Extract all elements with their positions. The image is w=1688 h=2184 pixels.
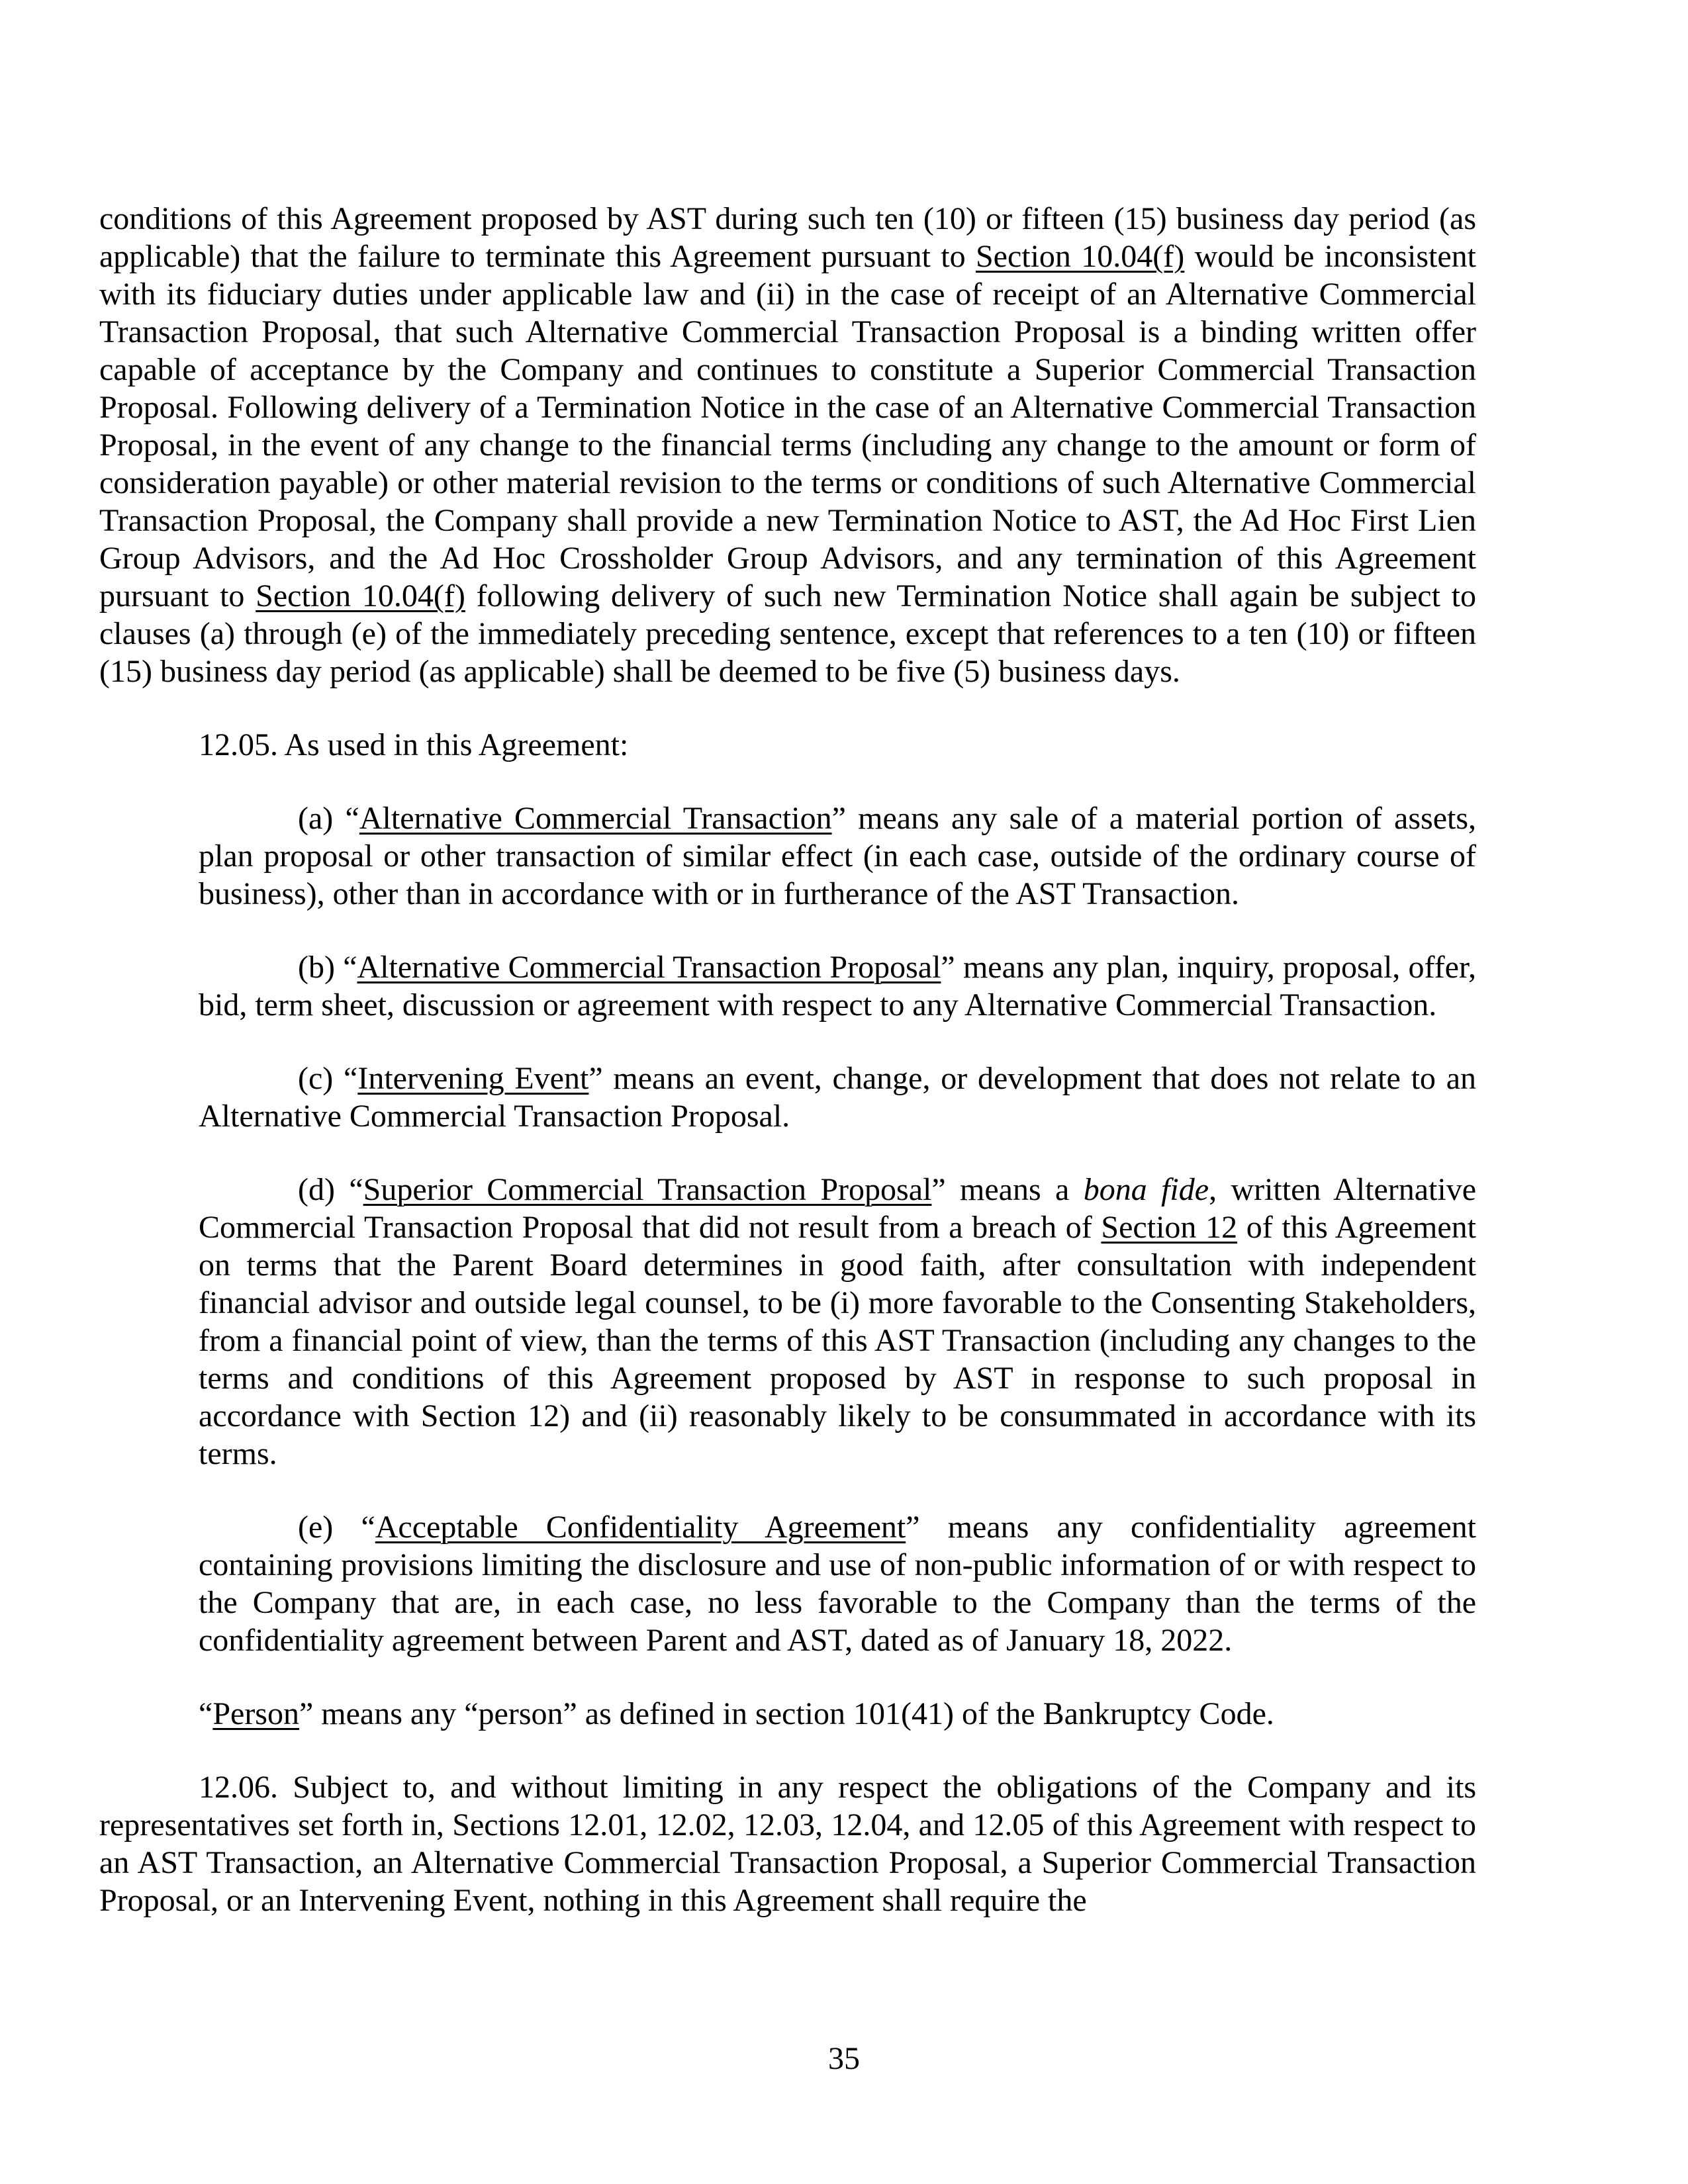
defined-term: Acceptable Confidentiality Agreement: [375, 1510, 906, 1545]
paragraph-text: 12.05. As used in this Agreement:: [199, 727, 629, 762]
section-12-06-paragraph: [99, 1768, 1476, 1919]
definition-label: (c) “: [298, 1061, 358, 1096]
definition-superior-commercial-transaction-proposal: [199, 1171, 1476, 1473]
definition-label: “: [199, 1696, 213, 1731]
defined-term: Alternative Commercial Transaction Proposal: [357, 950, 941, 985]
paragraph-text: following delivery of such new Termination Notice shall again be subject to clauses (a) through (e) of the immediately preceding sentence, except that references to a ten (10) or fifteen (15) business day period (as applicable) shall be deemed to be five (5) business days.: [99, 578, 1477, 689]
definition-label: (b) “: [298, 950, 357, 985]
definition-text: ” means an event, change, or development that does not relate to an Alternative Commercial Transaction Proposal.: [199, 1061, 1476, 1134]
definition-acceptable-confidentiality-agreement: [199, 1508, 1476, 1659]
defined-term: Person: [212, 1696, 299, 1731]
definition-person: [99, 1695, 1476, 1733]
section-reference: Section 10.04(f): [256, 578, 465, 614]
definition-text: of this Agreement on terms that the Parent Board determines in good faith, after consultation with independent financial advisor and outside legal counsel, to be (i) more favorable to the Consenting Stakeholders, from a financial point of view, than the terms of this AST Transaction (including any changes to the terms and conditions of this Agreement proposed by AST in response to such proposal in accordance with Section 12) and (ii) reasonably likely to be consummated in accordance with its terms.: [199, 1210, 1477, 1471]
paragraph-text: 12.06. Subject to, and without limiting in any respect the obligations of the Company and its representatives set forth in, Sections 12.01, 12.02, 12.03, 12.04, and 12.05 of this Agreement with respect to an AST Transaction, an Alternative Commercial Transaction Proposal, a Superior Commercial Transaction Proposal, or an Intervening Event, nothing in this Agreement shall require the: [99, 1770, 1476, 1918]
paragraph-text: would be inconsistent with its fiduciary duties under applicable law and (ii) in the case of receipt of an Alternative Commercial Transaction Proposal, that such Alternative Commercial Transaction Proposal is a binding written offer capable of acceptance by the Company and continues to constitute a Superior Commercial Transaction Proposal. Following delivery of a Termination Notice in the case of an Alternative Commercial Transaction Proposal, in the event of any change to the financial terms (including any change to the amount or form of consideration payable) or other material revision to the terms or conditions of such Alternative Commercial Transaction Proposal, the Company shall provide a new Termination Notice to AST, the Ad Hoc First Lien Group Advisors, and the Ad Hoc Crossholder Group Advisors, and any termination of this Agreement pursuant to: [99, 239, 1476, 614]
defined-term: Superior Commercial Transaction Proposal: [363, 1172, 932, 1207]
defined-term: Alternative Commercial Transaction: [359, 801, 832, 836]
section-reference: Section 12: [1101, 1210, 1238, 1245]
definition-text: ” means any sale of a material portion of assets, plan proposal or other transaction of similar effect (in each case, outside of the ordinary course of business), other than in accordance with or in furtherance of the AST Transaction.: [199, 801, 1477, 911]
defined-term: Intervening Event: [357, 1061, 589, 1096]
definition-intervening-event: [199, 1060, 1476, 1135]
definition-label: (e) “: [298, 1510, 375, 1545]
section-reference: Section 10.04(f): [975, 239, 1185, 274]
definition-text: ” means a: [931, 1172, 1084, 1207]
definition-alternative-commercial-transaction: [199, 799, 1476, 913]
definition-text: , written Alternative Commercial Transaction Proposal that did not result from a breach of: [199, 1172, 1477, 1245]
continued-paragraph: [99, 200, 1476, 690]
document-body: [99, 200, 1476, 1955]
page-number: 35: [828, 2041, 860, 2076]
paragraph-text: conditions of this Agreement proposed by AST during such ten (10) or fifteen (15) business day period (as applicable) that the failure to terminate this Agreement pursuant to: [99, 201, 1476, 274]
definition-text: ” means any “person” as defined in section 101(41) of the Bankruptcy Code.: [299, 1696, 1274, 1731]
definition-alternative-commercial-transaction-proposal: [199, 948, 1476, 1024]
section-12-05-heading: [99, 726, 1476, 764]
definition-label: (d) “: [298, 1172, 363, 1207]
italic-term: bona fide: [1083, 1172, 1209, 1207]
definition-text: ” means any confidentiality agreement containing provisions limiting the disclosure and use of non-public information of or with respect to the Company that are, in each case, no less favorable to the Company than the terms of the confidentiality agreement between Parent and AST, dated as of January 18, 2022.: [199, 1510, 1476, 1658]
definition-text: ” means any plan, inquiry, proposal, offer, bid, term sheet, discussion or agreement with respect to any Alternative Commercial Transaction.: [199, 950, 1476, 1023]
definition-label: (a) “: [298, 801, 359, 836]
